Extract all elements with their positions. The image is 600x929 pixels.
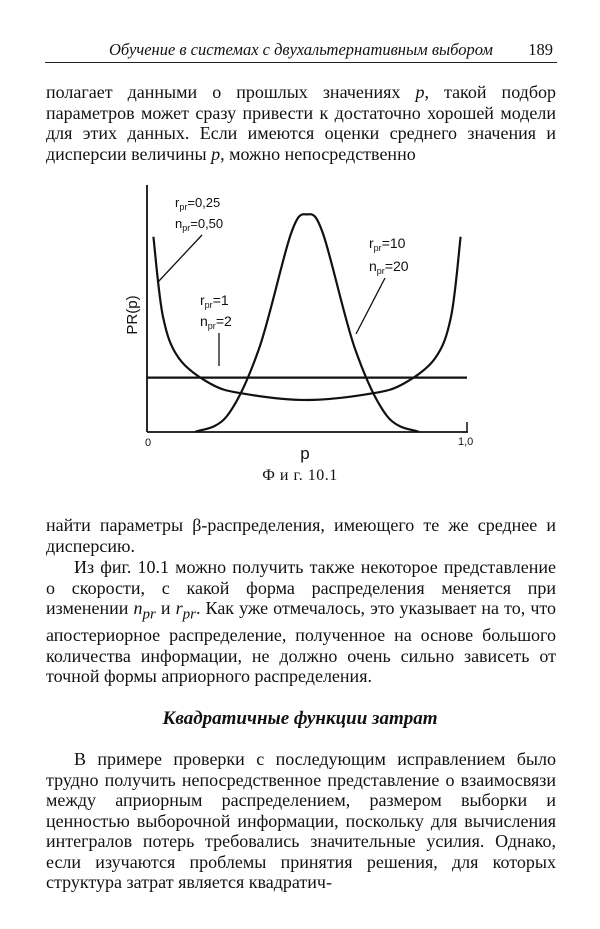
annotation-n-2: $n_{pr}=2$ [200,313,232,331]
annotation-n-20: $n_{pr}=20$ [369,258,409,276]
annotation-leader-3 [356,278,385,334]
annotation-leader-1 [158,235,202,282]
paragraph-3-start: Из фиг. 10.1 можно получить также некоторое представление о скорости, с какой форма распределения меняется при изменении [46,557,556,618]
figure-caption: Ф и г. 10.1 [262,467,338,484]
annotation-n-050: $n_{pr}=0,50$ [175,216,224,233]
symbol-r: r [175,598,183,618]
page-number: 189 [528,40,553,59]
annotation-r-1: $r_{pr}=1$ [200,292,229,310]
symbol-n-sub: pr [142,606,156,623]
conjunction: и [155,598,176,618]
running-title: Обучение в системах с двухальтернативным выбором [109,40,493,59]
symbol-r-sub: pr [182,606,196,623]
symbol-n: n [133,598,143,618]
x-axis-label: p [300,444,310,463]
paragraph-3-end: . Как уже отмечалось, это указывает на то, что апостериорное распределение, полученное на основе большого количества информации, не должно очень сильно зависеть от точной формы априорного распределения. [46,598,556,687]
section-title: Квадратичные функции затрат [162,708,438,729]
paragraph-4: В примере проверки с последующим исправлением было трудно получить непосредственное представление о взаимосвязи между априорным распределением, размером выборки и ценностью выборочной информации, поскольку для вычисления интегралов потерь требовались значительные усилия. Однако, если изучаются проблемы принятия решения, для которых структура затрат является квадратич- [46,749,556,892]
paragraph-3 [46,557,556,687]
y-axis-label: PR(p) [124,295,141,335]
annotation-r-10: $r_{pr}=10$ [369,235,406,253]
x-tick-label-0: 0 [145,437,152,449]
annotation-r-025: $r_{pr}=0,25$ [175,195,221,212]
paragraph-1: полагает данными о прошлых значениях p, такой подбор параметров может сразу привести к достаточно хорошей модели для этих данных. Если имеются оценки среднего значения и дисперсии величины p, можно непосредственно [46,82,556,164]
paragraph-2: найти параметры β-распределения, имеющего те же среднее и дисперсию. [46,515,556,556]
plot-curves [147,214,467,432]
x-tick-label-1: 1,0 [458,436,474,448]
